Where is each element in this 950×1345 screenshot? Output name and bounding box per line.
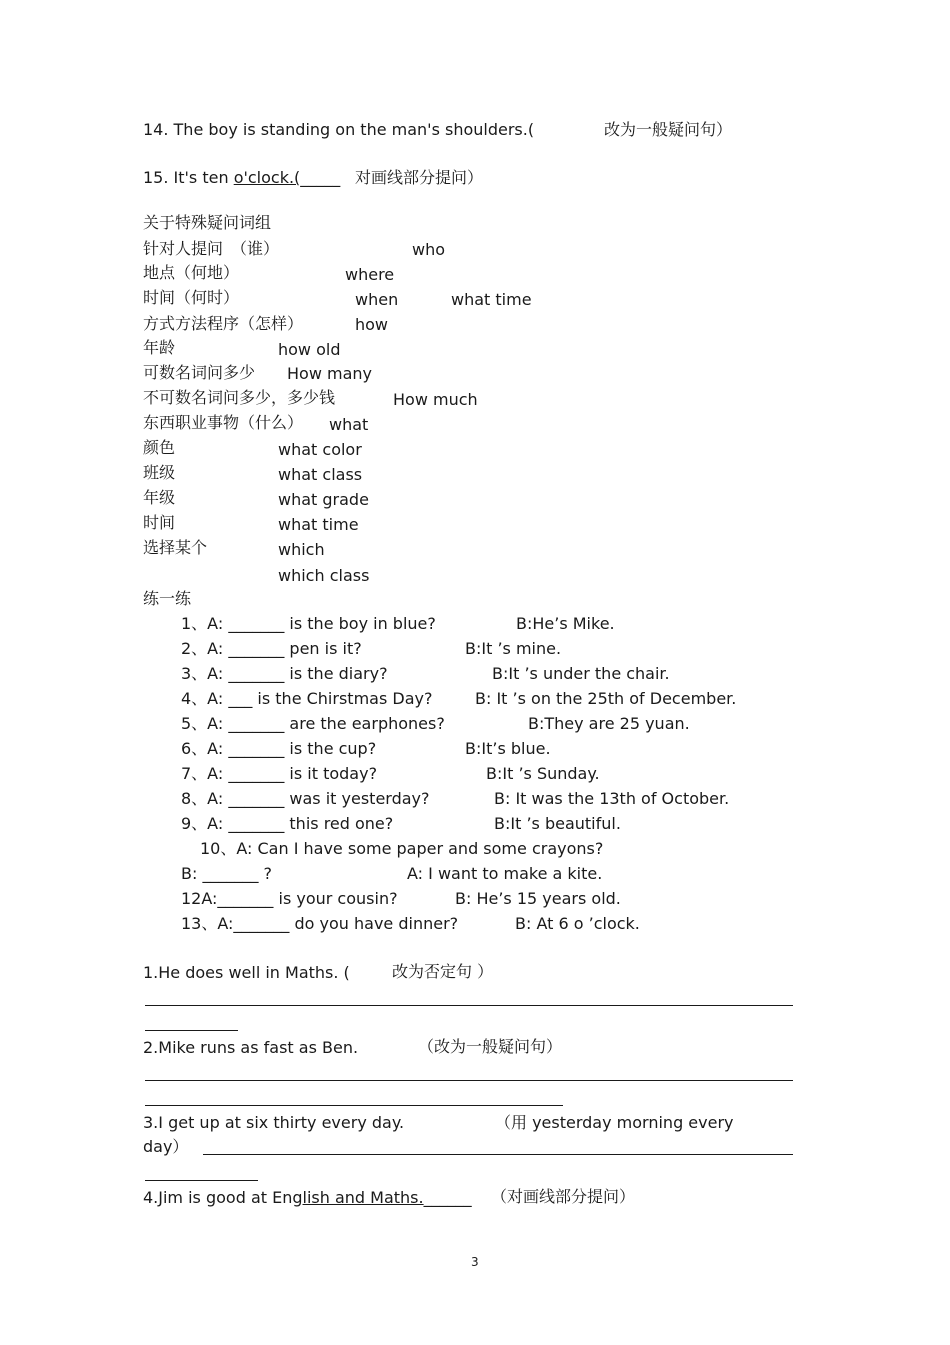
practice-item-10-answer: A: I want to make a kite.: [407, 864, 603, 883]
transform-question-3: 3.I get up at six thirty every day.: [143, 1113, 405, 1132]
transform-question-2: 2.Mike runs as fast as Ben.: [143, 1038, 359, 1057]
practice-item-answer: B:It ’s beautiful.: [494, 814, 621, 833]
wh-row-cn: 不可数名词问多少，多少钱: [143, 388, 336, 407]
practice-item-answer: B:It ’s Sunday.: [486, 764, 600, 783]
transform-question-3-instruction: （用 yesterday morning every: [495, 1113, 734, 1132]
answer-line[interactable]: [203, 1154, 793, 1155]
wh-row-en: when: [355, 290, 399, 309]
practice-item-question: 6、A: _______ is the cup?: [181, 739, 377, 758]
practice-item-question: 8、A: _______ was it yesterday?: [181, 789, 430, 808]
practice-item-13-answer: B: At 6 o ’clock.: [515, 914, 640, 933]
practice-item-10-blank: B: _______ ?: [181, 864, 273, 883]
transform-question-4-blank: ______: [423, 1188, 472, 1207]
wh-row-cn: 选择某个: [143, 538, 208, 557]
practice-item-answer: B:He’s Mike.: [516, 614, 615, 633]
wh-row-cn: 地点（何地）: [143, 263, 240, 282]
wh-row-en: how: [355, 315, 389, 334]
wh-row-cn: 可数名词问多少: [143, 363, 256, 382]
wh-row-en-alt: what time: [451, 290, 532, 309]
transform-question-4: [143, 1188, 472, 1208]
wh-row-cn: 东西职业事物（什么）: [143, 413, 304, 432]
wh-row-en: How many: [287, 364, 372, 383]
wh-row-cn: 时间（何时）: [143, 288, 240, 307]
transform-question-2-instruction: （改为一般疑问句）: [418, 1037, 563, 1056]
wh-row-en: what time: [278, 515, 359, 534]
wh-row-en: which class: [278, 566, 370, 585]
practice-item-question: 5、A: _______ are the earphones?: [181, 714, 445, 733]
practice-item-answer: B: It ’s on the 25th of December.: [475, 689, 737, 708]
question-15: [143, 168, 340, 188]
wh-row-en: which: [278, 540, 325, 559]
answer-line[interactable]: [145, 1005, 793, 1006]
question-15-blank: _____: [300, 168, 341, 187]
wh-row-en: what class: [278, 465, 363, 484]
answer-line[interactable]: [145, 1105, 563, 1106]
wh-row-en: who: [412, 240, 446, 259]
practice-item-question: 2、A: _______ pen is it?: [181, 639, 362, 658]
practice-item-answer: B:They are 25 yuan.: [528, 714, 690, 733]
practice-item-13-question: 13、A:_______ do you have dinner?: [181, 914, 459, 933]
wh-row-en: How much: [393, 390, 478, 409]
wh-row-cn: 针对人提问 （谁）: [143, 239, 280, 258]
wh-section-title: 关于特殊疑问词组: [143, 213, 272, 232]
wh-row-cn: 时间: [143, 513, 176, 532]
answer-line[interactable]: [145, 1080, 793, 1081]
wh-row-cn: 班级: [143, 463, 176, 482]
practice-item-12-question: 12A:_______ is your cousin?: [181, 889, 398, 908]
question-14-instruction: 改为一般疑问句）: [604, 120, 733, 139]
wh-row-en: what grade: [278, 490, 369, 509]
wh-row-cn: 方式方法程序（怎样）: [143, 314, 304, 333]
practice-item-10-question: 10、A: Can I have some paper and some crayons?: [200, 839, 604, 858]
question-15-instruction: 对画线部分提问）: [355, 168, 484, 187]
practice-item-question: 4、A: ___ is the Chirstmas Day?: [181, 689, 433, 708]
answer-line[interactable]: [145, 1030, 238, 1031]
practice-item-answer: B:It’s blue.: [465, 739, 551, 758]
answer-line[interactable]: [145, 1180, 258, 1181]
transform-question-4-underlined: lish and Maths.: [302, 1188, 424, 1207]
practice-title: 练一练: [143, 589, 192, 608]
wh-row-cn: 颜色: [143, 438, 176, 457]
wh-row-en: how old: [278, 340, 341, 359]
practice-item-answer: B:It ’s mine.: [465, 639, 562, 658]
wh-row-en: what: [329, 415, 369, 434]
practice-item-12-answer: B: He’s 15 years old.: [455, 889, 621, 908]
wh-row-cn: 年级: [143, 488, 176, 507]
transform-question-3-instruction-cont: day）: [143, 1137, 189, 1156]
transform-question-1: 1.He does well in Maths. (: [143, 963, 350, 982]
transform-question-1-instruction: 改为否定句 ）: [392, 962, 494, 981]
practice-item-answer: B:It ’s under the chair.: [492, 664, 670, 683]
wh-row-en: what color: [278, 440, 362, 459]
question-15-text: 15. It's ten: [143, 168, 234, 187]
practice-item-question: 3、A: _______ is the diary?: [181, 664, 388, 683]
question-14: 14. The boy is standing on the man's shoulders.(: [143, 120, 535, 139]
transform-question-4-instruction: （对画线部分提问）: [491, 1187, 636, 1206]
practice-item-question: 1、A: _______ is the boy in blue?: [181, 614, 436, 633]
practice-item-question: 7、A: _______ is it today?: [181, 764, 378, 783]
wh-row-en: where: [345, 265, 395, 284]
practice-item-answer: B: It was the 13th of October.: [494, 789, 730, 808]
wh-row-cn: 年龄: [143, 338, 176, 357]
transform-question-4-text: 4.Jim is good at Eng: [143, 1188, 303, 1207]
page-number: 3: [471, 1255, 479, 1269]
practice-item-question: 9、A: _______ this red one?: [181, 814, 394, 833]
question-15-underlined: o'clock.(: [233, 168, 301, 187]
